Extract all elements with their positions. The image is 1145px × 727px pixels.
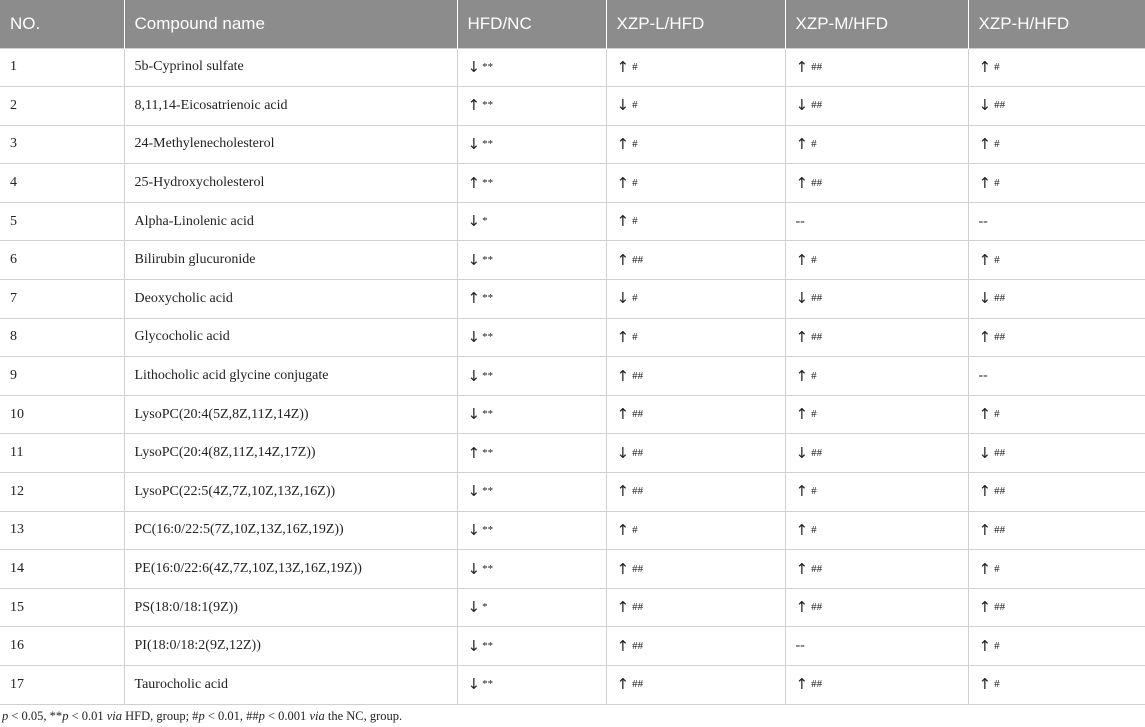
cell-xzp-h bbox=[968, 473, 1145, 512]
cell-no: 10 bbox=[0, 395, 124, 434]
significance-mark: # bbox=[632, 523, 638, 536]
footnote-p-symbol: p bbox=[2, 709, 9, 723]
up-arrow-icon: ↑ bbox=[978, 405, 992, 424]
significance-mark: # bbox=[811, 369, 817, 382]
up-arrow-icon: ↑ bbox=[795, 598, 809, 617]
up-arrow-icon: ↑ bbox=[795, 250, 809, 269]
cell-hfd-nc bbox=[457, 357, 606, 396]
footnote-text: < 0.01, ## bbox=[204, 709, 259, 723]
significance-mark: * bbox=[482, 215, 488, 228]
up-arrow-icon: ↑ bbox=[978, 636, 992, 655]
cell-no: 6 bbox=[0, 241, 124, 280]
header-hfd-nc: HFD/NC bbox=[457, 0, 606, 48]
down-arrow-icon: ↓ bbox=[795, 289, 809, 308]
cell-xzp-m bbox=[785, 550, 968, 589]
up-arrow-icon: ↑ bbox=[978, 173, 992, 192]
significance-mark: # bbox=[994, 408, 1000, 421]
up-arrow-icon: ↑ bbox=[795, 675, 809, 694]
cell-hfd-nc bbox=[457, 588, 606, 627]
down-arrow-icon: ↓ bbox=[978, 289, 992, 308]
footnote-via: via bbox=[106, 709, 123, 723]
significance-mark: ## bbox=[994, 330, 1006, 343]
cell-xzp-m bbox=[785, 357, 968, 396]
up-arrow-icon: ↑ bbox=[467, 443, 481, 462]
significance-mark: ** bbox=[482, 137, 494, 150]
up-arrow-icon: ↑ bbox=[616, 405, 630, 424]
header-compound-name: Compound name bbox=[124, 0, 457, 48]
significance-mark: # bbox=[811, 253, 817, 266]
up-arrow-icon: ↑ bbox=[616, 212, 630, 231]
down-arrow-icon: ↓ bbox=[978, 443, 992, 462]
significance-mark: # bbox=[994, 678, 1000, 691]
cell-xzp-h bbox=[968, 511, 1145, 550]
significance-mark: ## bbox=[811, 330, 823, 343]
significance-mark: ** bbox=[482, 253, 494, 266]
up-arrow-icon: ↑ bbox=[616, 675, 630, 694]
cell-hfd-nc bbox=[457, 164, 606, 203]
cell-hfd-nc bbox=[457, 550, 606, 589]
significance-mark: # bbox=[632, 137, 638, 150]
cell-hfd-nc bbox=[457, 125, 606, 164]
table-row bbox=[0, 202, 1145, 241]
table-header-row bbox=[0, 0, 1145, 48]
significance-mark: ** bbox=[482, 330, 494, 343]
table-row bbox=[0, 357, 1145, 396]
footnote-text: < 0.01 bbox=[68, 709, 107, 723]
footnote-p-symbol: p bbox=[62, 709, 69, 723]
cell-xzp-l bbox=[606, 666, 785, 705]
down-arrow-icon: ↓ bbox=[467, 57, 481, 76]
cell-xzp-h bbox=[968, 434, 1145, 473]
cell-compound-name: Lithocholic acid glycine conjugate bbox=[124, 357, 457, 396]
down-arrow-icon: ↓ bbox=[467, 134, 481, 153]
table-row bbox=[0, 280, 1145, 319]
cell-no: 17 bbox=[0, 666, 124, 705]
up-arrow-icon: ↑ bbox=[795, 482, 809, 501]
significance-mark: ## bbox=[994, 292, 1006, 305]
significance-mark: # bbox=[632, 292, 638, 305]
cell-xzp-h bbox=[968, 550, 1145, 589]
up-arrow-icon: ↑ bbox=[978, 134, 992, 153]
cell-hfd-nc bbox=[457, 87, 606, 126]
cell-xzp-m bbox=[785, 434, 968, 473]
significance-mark: # bbox=[811, 137, 817, 150]
significance-mark: ## bbox=[994, 523, 1006, 536]
cell-hfd-nc bbox=[457, 202, 606, 241]
significance-mark: ** bbox=[482, 369, 494, 382]
up-arrow-icon: ↑ bbox=[978, 482, 992, 501]
cell-no: 3 bbox=[0, 125, 124, 164]
up-arrow-icon: ↑ bbox=[978, 520, 992, 539]
down-arrow-icon: ↓ bbox=[467, 212, 481, 231]
header-xzp-m-hfd: XZP-M/HFD bbox=[785, 0, 968, 48]
footnote-via: via bbox=[309, 709, 325, 723]
significance-mark: # bbox=[994, 137, 1000, 150]
table-row bbox=[0, 434, 1145, 473]
down-arrow-icon: ↓ bbox=[467, 636, 481, 655]
significance-mark: ## bbox=[994, 446, 1006, 459]
footnote-text: < 0.001 bbox=[264, 709, 310, 723]
cell-xzp-l bbox=[606, 357, 785, 396]
cell-xzp-l bbox=[606, 473, 785, 512]
significance-mark: ** bbox=[482, 639, 494, 652]
cell-xzp-h bbox=[968, 202, 1145, 241]
cell-hfd-nc bbox=[457, 241, 606, 280]
cell-xzp-l bbox=[606, 87, 785, 126]
cell-xzp-h bbox=[968, 588, 1145, 627]
table-footnote bbox=[2, 709, 402, 724]
cell-compound-name: Bilirubin glucuronide bbox=[124, 241, 457, 280]
cell-hfd-nc bbox=[457, 511, 606, 550]
cell-xzp-m bbox=[785, 280, 968, 319]
table-row bbox=[0, 550, 1145, 589]
cell-hfd-nc bbox=[457, 318, 606, 357]
significance-mark: # bbox=[994, 562, 1000, 575]
table-row bbox=[0, 125, 1145, 164]
cell-xzp-l bbox=[606, 164, 785, 203]
cell-no: 13 bbox=[0, 511, 124, 550]
significance-mark: ## bbox=[811, 99, 823, 112]
cell-xzp-m bbox=[785, 588, 968, 627]
table-row bbox=[0, 666, 1145, 705]
cell-compound-name: PI(18:0/18:2(9Z,12Z)) bbox=[124, 627, 457, 666]
significance-mark: # bbox=[994, 60, 1000, 73]
cell-no: 9 bbox=[0, 357, 124, 396]
up-arrow-icon: ↑ bbox=[978, 327, 992, 346]
up-arrow-icon: ↑ bbox=[616, 482, 630, 501]
cell-no: 4 bbox=[0, 164, 124, 203]
cell-compound-name: LysoPC(22:5(4Z,7Z,10Z,13Z,16Z)) bbox=[124, 473, 457, 512]
up-arrow-icon: ↑ bbox=[978, 598, 992, 617]
down-arrow-icon: ↓ bbox=[467, 559, 481, 578]
cell-xzp-m bbox=[785, 395, 968, 434]
significance-mark: # bbox=[811, 485, 817, 498]
significance-mark: # bbox=[994, 253, 1000, 266]
cell-xzp-m bbox=[785, 511, 968, 550]
significance-mark: # bbox=[994, 639, 1000, 652]
cell-xzp-h bbox=[968, 318, 1145, 357]
cell-xzp-l bbox=[606, 395, 785, 434]
cell-no: 7 bbox=[0, 280, 124, 319]
significance-mark: ## bbox=[811, 562, 823, 575]
significance-mark: # bbox=[994, 176, 1000, 189]
significance-mark: ## bbox=[632, 408, 644, 421]
up-arrow-icon: ↑ bbox=[616, 250, 630, 269]
up-arrow-icon: ↑ bbox=[616, 327, 630, 346]
significance-mark: ** bbox=[482, 446, 494, 459]
significance-mark: ** bbox=[482, 678, 494, 691]
down-arrow-icon: ↓ bbox=[467, 520, 481, 539]
footnote-text: the NC, group. bbox=[324, 709, 403, 723]
cell-no: 11 bbox=[0, 434, 124, 473]
cell-compound-name: PS(18:0/18:1(9Z)) bbox=[124, 588, 457, 627]
cell-xzp-m bbox=[785, 318, 968, 357]
cell-compound-name: 25-Hydroxycholesterol bbox=[124, 164, 457, 203]
cell-hfd-nc bbox=[457, 434, 606, 473]
up-arrow-icon: ↑ bbox=[795, 327, 809, 346]
up-arrow-icon: ↑ bbox=[795, 134, 809, 153]
cell-compound-name: Glycocholic acid bbox=[124, 318, 457, 357]
down-arrow-icon: ↓ bbox=[467, 366, 481, 385]
significance-mark: ## bbox=[632, 601, 644, 614]
significance-mark: ## bbox=[632, 639, 644, 652]
cell-compound-name: 24-Methylenecholesterol bbox=[124, 125, 457, 164]
no-change-dash: -- bbox=[978, 368, 988, 384]
down-arrow-icon: ↓ bbox=[467, 405, 481, 424]
cell-compound-name: LysoPC(20:4(5Z,8Z,11Z,14Z)) bbox=[124, 395, 457, 434]
significance-mark: ## bbox=[632, 678, 644, 691]
footnote-text: < 0.05, ** bbox=[8, 709, 63, 723]
cell-xzp-m bbox=[785, 473, 968, 512]
footnote-p-symbol: p bbox=[258, 709, 265, 723]
cell-xzp-h bbox=[968, 357, 1145, 396]
down-arrow-icon: ↓ bbox=[616, 289, 630, 308]
up-arrow-icon: ↑ bbox=[616, 598, 630, 617]
cell-no: 5 bbox=[0, 202, 124, 241]
significance-mark: ** bbox=[482, 485, 494, 498]
significance-mark: # bbox=[811, 408, 817, 421]
significance-mark: ## bbox=[811, 678, 823, 691]
up-arrow-icon: ↑ bbox=[795, 57, 809, 76]
cell-xzp-l bbox=[606, 550, 785, 589]
down-arrow-icon: ↓ bbox=[467, 482, 481, 501]
footnote-p-symbol: p bbox=[198, 709, 205, 723]
cell-compound-name: Alpha-Linolenic acid bbox=[124, 202, 457, 241]
up-arrow-icon: ↑ bbox=[616, 636, 630, 655]
significance-mark: ## bbox=[811, 292, 823, 305]
cell-hfd-nc bbox=[457, 280, 606, 319]
significance-mark: ## bbox=[994, 99, 1006, 112]
significance-mark: ## bbox=[811, 176, 823, 189]
significance-mark: ** bbox=[482, 176, 494, 189]
cell-xzp-m bbox=[785, 87, 968, 126]
up-arrow-icon: ↑ bbox=[795, 405, 809, 424]
cell-hfd-nc bbox=[457, 473, 606, 512]
up-arrow-icon: ↑ bbox=[978, 675, 992, 694]
up-arrow-icon: ↑ bbox=[978, 57, 992, 76]
cell-xzp-l bbox=[606, 48, 785, 87]
cell-no: 15 bbox=[0, 588, 124, 627]
cell-xzp-l bbox=[606, 588, 785, 627]
significance-mark: ## bbox=[632, 485, 644, 498]
cell-xzp-h bbox=[968, 666, 1145, 705]
cell-xzp-l bbox=[606, 125, 785, 164]
up-arrow-icon: ↑ bbox=[795, 520, 809, 539]
cell-xzp-l bbox=[606, 202, 785, 241]
up-arrow-icon: ↑ bbox=[616, 559, 630, 578]
down-arrow-icon: ↓ bbox=[978, 96, 992, 115]
cell-xzp-l bbox=[606, 511, 785, 550]
significance-mark: ** bbox=[482, 562, 494, 575]
no-change-dash: -- bbox=[795, 638, 805, 654]
significance-mark: # bbox=[811, 523, 817, 536]
table-row bbox=[0, 473, 1145, 512]
table-row bbox=[0, 395, 1145, 434]
cell-no: 1 bbox=[0, 48, 124, 87]
cell-xzp-l bbox=[606, 241, 785, 280]
significance-mark: # bbox=[632, 330, 638, 343]
down-arrow-icon: ↓ bbox=[467, 675, 481, 694]
footnote-text: HFD, group; # bbox=[122, 709, 199, 723]
cell-xzp-h bbox=[968, 48, 1145, 87]
table-row bbox=[0, 48, 1145, 87]
cell-xzp-h bbox=[968, 241, 1145, 280]
cell-compound-name: Taurocholic acid bbox=[124, 666, 457, 705]
cell-no: 2 bbox=[0, 87, 124, 126]
significance-mark: * bbox=[482, 601, 488, 614]
significance-mark: ## bbox=[632, 369, 644, 382]
up-arrow-icon: ↑ bbox=[467, 173, 481, 192]
cell-xzp-l bbox=[606, 280, 785, 319]
significance-mark: # bbox=[632, 99, 638, 112]
cell-no: 14 bbox=[0, 550, 124, 589]
cell-xzp-h bbox=[968, 395, 1145, 434]
up-arrow-icon: ↑ bbox=[616, 366, 630, 385]
up-arrow-icon: ↑ bbox=[616, 173, 630, 192]
down-arrow-icon: ↓ bbox=[467, 327, 481, 346]
significance-mark: ## bbox=[811, 60, 823, 73]
cell-xzp-m bbox=[785, 164, 968, 203]
cell-xzp-m bbox=[785, 666, 968, 705]
cell-xzp-l bbox=[606, 434, 785, 473]
up-arrow-icon: ↑ bbox=[616, 520, 630, 539]
header-no: NO. bbox=[0, 0, 124, 48]
down-arrow-icon: ↓ bbox=[467, 598, 481, 617]
cell-xzp-m bbox=[785, 241, 968, 280]
up-arrow-icon: ↑ bbox=[978, 250, 992, 269]
significance-mark: ## bbox=[811, 446, 823, 459]
header-xzp-l-hfd: XZP-L/HFD bbox=[606, 0, 785, 48]
significance-mark: ## bbox=[994, 485, 1006, 498]
cell-xzp-l bbox=[606, 627, 785, 666]
up-arrow-icon: ↑ bbox=[616, 57, 630, 76]
down-arrow-icon: ↓ bbox=[795, 443, 809, 462]
down-arrow-icon: ↓ bbox=[616, 443, 630, 462]
down-arrow-icon: ↓ bbox=[616, 96, 630, 115]
cell-compound-name: Deoxycholic acid bbox=[124, 280, 457, 319]
cell-xzp-m bbox=[785, 125, 968, 164]
cell-xzp-m bbox=[785, 627, 968, 666]
cell-hfd-nc bbox=[457, 48, 606, 87]
significance-mark: ** bbox=[482, 60, 494, 73]
cell-xzp-h bbox=[968, 164, 1145, 203]
up-arrow-icon: ↑ bbox=[616, 134, 630, 153]
cell-no: 8 bbox=[0, 318, 124, 357]
header-xzp-h-hfd: XZP-H/HFD bbox=[968, 0, 1145, 48]
significance-mark: ** bbox=[482, 292, 494, 305]
table-row bbox=[0, 627, 1145, 666]
table-body bbox=[0, 48, 1145, 704]
up-arrow-icon: ↑ bbox=[795, 173, 809, 192]
cell-xzp-m bbox=[785, 202, 968, 241]
up-arrow-icon: ↑ bbox=[467, 289, 481, 308]
cell-compound-name: 8,11,14-Eicosatrienoic acid bbox=[124, 87, 457, 126]
up-arrow-icon: ↑ bbox=[467, 96, 481, 115]
table-row bbox=[0, 87, 1145, 126]
cell-no: 16 bbox=[0, 627, 124, 666]
table-row bbox=[0, 511, 1145, 550]
cell-compound-name: 5b-Cyprinol sulfate bbox=[124, 48, 457, 87]
cell-hfd-nc bbox=[457, 395, 606, 434]
significance-mark: # bbox=[632, 60, 638, 73]
significance-mark: ## bbox=[632, 562, 644, 575]
up-arrow-icon: ↑ bbox=[978, 559, 992, 578]
cell-no: 12 bbox=[0, 473, 124, 512]
significance-mark: ## bbox=[811, 601, 823, 614]
table-row bbox=[0, 164, 1145, 203]
table-row bbox=[0, 241, 1145, 280]
significance-mark: ** bbox=[482, 408, 494, 421]
significance-mark: ## bbox=[632, 446, 644, 459]
significance-mark: ** bbox=[482, 523, 494, 536]
up-arrow-icon: ↑ bbox=[795, 366, 809, 385]
cell-compound-name: LysoPC(20:4(8Z,11Z,14Z,17Z)) bbox=[124, 434, 457, 473]
up-arrow-icon: ↑ bbox=[795, 559, 809, 578]
down-arrow-icon: ↓ bbox=[467, 250, 481, 269]
cell-xzp-m bbox=[785, 48, 968, 87]
significance-mark: # bbox=[632, 176, 638, 189]
cell-compound-name: PC(16:0/22:5(7Z,10Z,13Z,16Z,19Z)) bbox=[124, 511, 457, 550]
significance-mark: # bbox=[632, 215, 638, 228]
cell-xzp-h bbox=[968, 627, 1145, 666]
cell-hfd-nc bbox=[457, 666, 606, 705]
no-change-dash: -- bbox=[795, 213, 805, 229]
cell-xzp-h bbox=[968, 280, 1145, 319]
table-row bbox=[0, 318, 1145, 357]
cell-xzp-h bbox=[968, 87, 1145, 126]
cell-xzp-l bbox=[606, 318, 785, 357]
table-row bbox=[0, 588, 1145, 627]
significance-mark: ## bbox=[994, 601, 1006, 614]
cell-xzp-h bbox=[968, 125, 1145, 164]
no-change-dash: -- bbox=[978, 213, 988, 229]
significance-mark: ** bbox=[482, 99, 494, 112]
down-arrow-icon: ↓ bbox=[795, 96, 809, 115]
cell-hfd-nc bbox=[457, 627, 606, 666]
cell-compound-name: PE(16:0/22:6(4Z,7Z,10Z,13Z,16Z,19Z)) bbox=[124, 550, 457, 589]
significance-mark: ## bbox=[632, 253, 644, 266]
